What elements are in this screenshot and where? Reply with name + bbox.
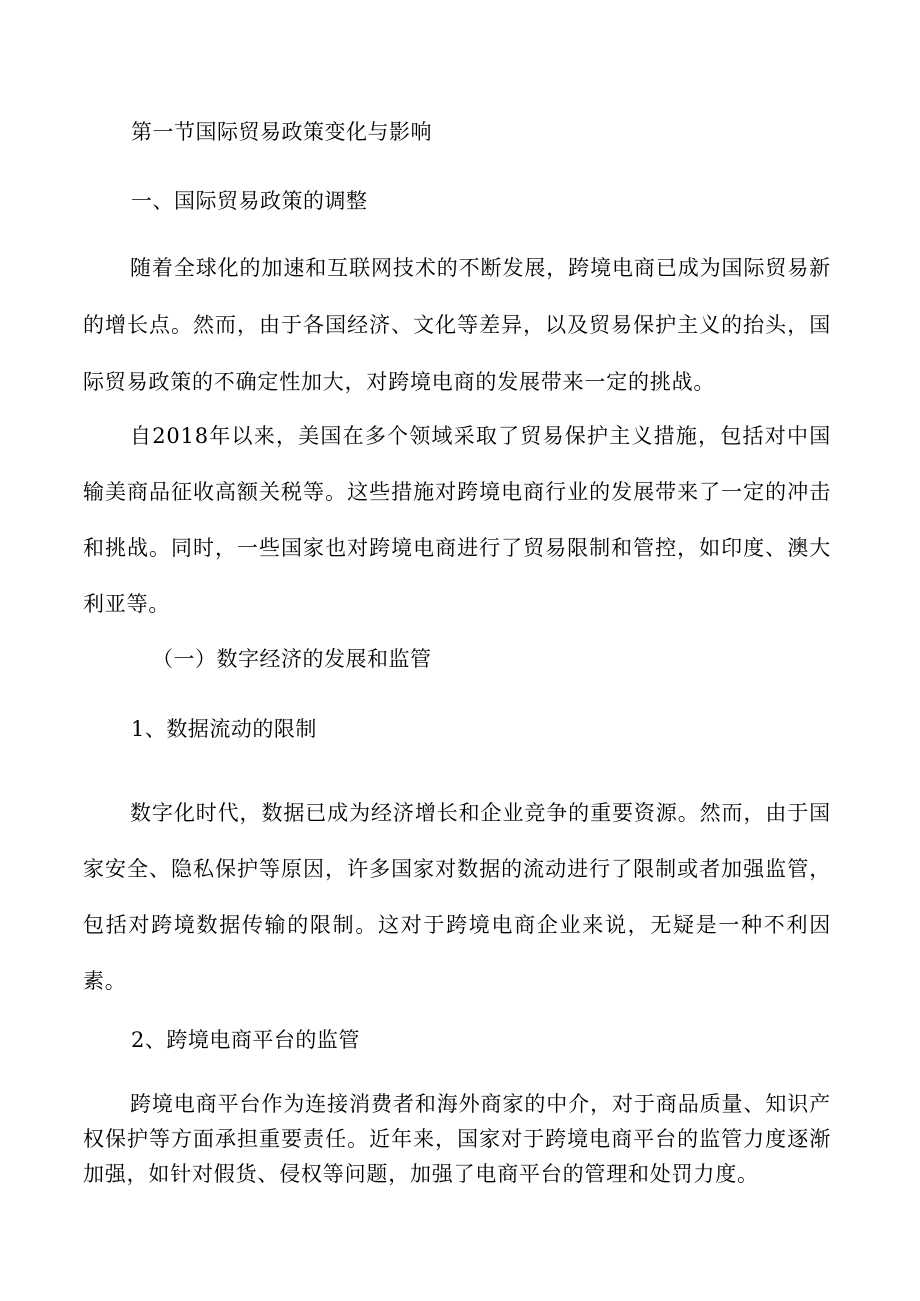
paragraph-platform-regulation: 跨境电商平台作为连接消费者和海外商家的中介，对于商品质量、知识产权保护等方面承担重要责任。近年来，国家对于跨境电商平台的监管力度逐渐加强，如针对假货、侵权等问题，加强了电商平台的管理和处罚力度。 <box>83 1092 831 1186</box>
heading-international-trade-policy: 一、国际贸易政策的调整 <box>131 189 368 213</box>
paragraph-globalization: 随着全球化的加速和互联网技术的不断发展，跨境电商已成为国际贸易新的增长点。然而，由于各国经济、文化等差异，以及贸易保护主义的抬头，国际贸易政策的不确定性加大，对跨境电商的发展带来一定的挑战。 <box>83 256 831 394</box>
item-platform-regulation-title: 2、跨境电商平台的监管 <box>131 1028 360 1052</box>
item-data-flow-title: 1、数据流动的限制 <box>131 717 317 741</box>
paragraph-us-protectionism: 自2018年以来，美国在多个领域采取了贸易保护主义措施，包括对中国输美商品征收高额关税等。这些措施对跨境电商行业的发展带来了一定的冲击和挑战。同时，一些国家也对跨境电商进行了贸易限制和管控，如印度、澳大利亚等。 <box>83 424 831 616</box>
subheading-digital-economy: （一）数字经济的发展和监管 <box>152 647 432 671</box>
section-title: 第一节国际贸易政策变化与影响 <box>131 120 432 144</box>
paragraph-data-flow: 数字化时代，数据已成为经济增长和企业竞争的重要资源。然而，由于国家安全、隐私保护等原因，许多国家对数据的流动进行了限制或者加强监管，包括对跨境数据传输的限制。这对于跨境电商企业来说，无疑是一种不利因素。 <box>83 801 831 993</box>
